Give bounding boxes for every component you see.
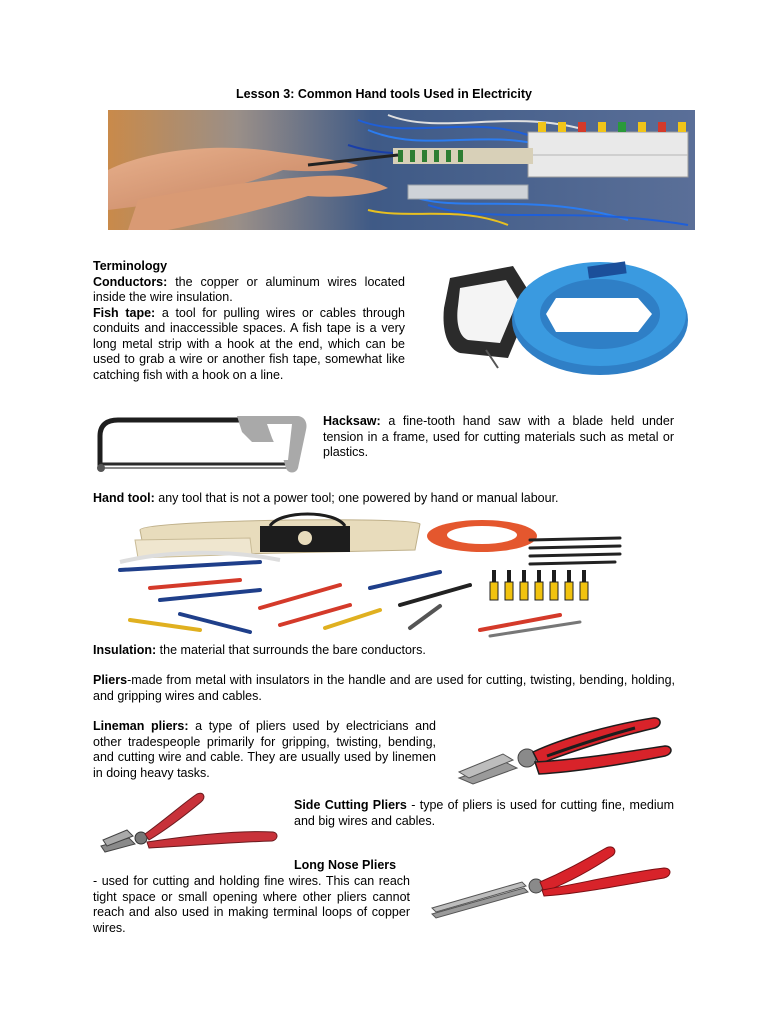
side-cutting-pliers-term: Side Cutting Pliers <box>294 798 407 812</box>
hacksaw-photo <box>92 412 314 478</box>
terminology-heading: Terminology <box>93 259 168 273</box>
fish-tape-definition: Fish tape: a tool for pulling wires or cables through conduits and inaccessible spaces. A fish tape is a very long metal strip with a hook at the end, which can be used to grab a wire or another fish tape, somewhat like catching fish with a hook on a line. <box>93 305 405 382</box>
lineman-pliers-term: Lineman pliers: <box>93 719 189 733</box>
insulation-term: Insulation: <box>93 643 157 657</box>
fish-tape-term: Fish tape: <box>93 305 156 320</box>
insulation-definition: Insulation: the material that surrounds the bare conductors. <box>93 643 426 657</box>
hand-tool-term: Hand tool: <box>93 491 155 505</box>
lineman-pliers-definition: Lineman pliers: a type of pliers used by electricians and other tradespeople primarily for gripping, twisting, bending, and cutting wire and cable. They are usually used by linemen in doing heavy tasks. <box>93 719 436 780</box>
fish-tape-photo <box>438 258 690 380</box>
long-nose-pliers-heading <box>294 858 424 874</box>
hand-tools-set-photo <box>110 510 630 640</box>
side-cutting-pliers-definition: Side Cutting Pliers - type of pliers is used for cutting fine, medium and big wires and cables. <box>294 798 674 828</box>
terminology-block <box>93 259 405 383</box>
hacksaw-definition: Hacksaw: a fine-tooth hand saw with a blade held under tension in a frame, used for cutting materials such as metal or plastics. <box>323 414 674 459</box>
lesson-title: Lesson 3: Common Hand tools Used in Electricity <box>236 87 532 101</box>
electrical-panel-photo <box>108 110 695 230</box>
hand-tool-definition: Hand tool: any tool that is not a power tool; one powered by hand or manual labour. <box>93 491 559 505</box>
conductors-definition: Conductors: the copper or aluminum wires located inside the wire insulation. <box>93 274 405 304</box>
long-nose-pliers-term: Long Nose Pliers <box>294 858 397 872</box>
pliers-definition: Pliers-made from metal with insulators in the handle and are used for cutting, twisting, bending, holding, and gripping wires and cables. <box>93 673 675 703</box>
lineman-pliers-photo <box>455 712 677 786</box>
long-nose-pliers-definition: - used for cutting and holding fine wires. This can reach tight space or small opening where other pliers cannot reach and also used in making terminal loops of copper wires. <box>93 874 410 935</box>
conductors-term: Conductors: <box>93 274 168 289</box>
long-nose-pliers-photo <box>428 838 674 922</box>
side-cutting-pliers-photo <box>97 788 282 860</box>
hacksaw-term: Hacksaw: <box>323 414 381 428</box>
pliers-term: Pliers <box>93 673 128 687</box>
